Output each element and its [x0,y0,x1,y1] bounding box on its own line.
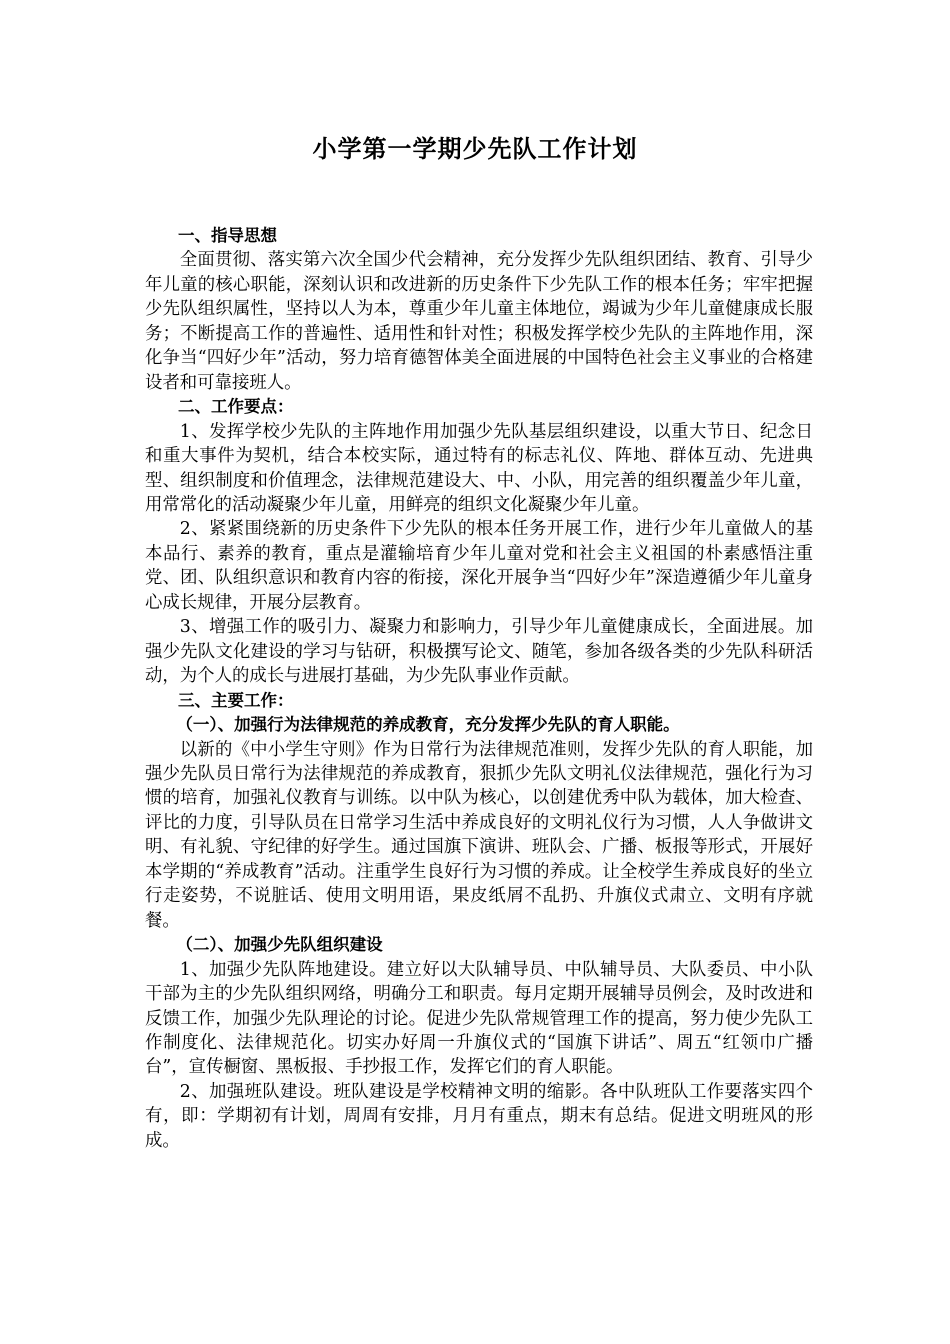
document-title: 小学第一学期少先队工作计划 [312,135,638,163]
paragraph: 2、加强班队建设。班队建设是学校精神文明的缩影。各中队班队工作要落实四个有，即：学期初有计划，周周有安排，月月有重点，期末有总结。促进文明班风的形成。 [145,1081,813,1151]
paragraph: 2、紧紧围绕新的历史条件下少先队的根本任务开展工作，进行少年儿童做人的基本品行、素养的教育，重点是灌输培育少年儿童对党和社会主义祖国的朴素感悟注重党、团、队组织意识和教育内容的衔接，深化开展争当“四好少年”深造遵循少年儿童身心成长规律，开展分层教育。 [145,519,813,613]
section-heading-work-points: 二、工作要点： [178,397,294,417]
subsection-heading-behavior-education: （一）、加强行为法律规范的养成教育，充分发挥少先队的育人职能。 [176,715,680,735]
section-heading-guiding-ideology: 一、指导思想 [178,226,277,245]
subsection-heading-organization-building: （二）、加强少先队组织建设 [176,935,383,955]
document-body [145,224,813,1153]
paragraph: 全面贯彻、落实第六次全国少代会精神，充分发挥少先队组织团结、教育、引导少年儿童的核心职能，深刻认识和改进新的历史条件下少先队工作的根本任务；牢牢把握少先队组织属性，坚持以人为本，尊重少年儿童主体地位，竭诚为少年儿童健康成长服务；不断提高工作的普遍性、适用性和针对性；积极发挥学校少先队的主阵地作用，深化争当“四好少年”活动，努力培育德智体美全面进展的中国特色社会主义事业的合格建设者和可靠接班人。 [145,250,813,393]
paragraph: 1、加强少先队阵地建设。建立好以大队辅导员、中队辅导员、大队委员、中小队干部为主的少先队组织网络，明确分工和职责。每月定期开展辅导员例会，及时改进和反馈工作，加强少先队理论的讨论。促进少先队常规管理工作的提高，努力使少先队工作制度化、法律规范化。切实办好周一升旗仪式的“国旗下讲话”、周五“红领巾广播台”，宣传橱窗、黑板报、手抄报工作，发挥它们的育人职能。 [145,959,813,1078]
paragraph: 3、增强工作的吸引力、凝聚力和影响力，引导少年儿童健康成长，全面进展。加强少先队文化建设的学习与钻研，积极撰写论文、随笔，参加各级各类的少先队科研活动，为个人的成长与进展打基础，为少先队事业作贡献。 [145,617,813,687]
paragraph: 1、发挥学校少先队的主阵地作用加强少先队基层组织建设，以重大节日、纪念日和重大事件为契机，结合本校实际，通过特有的标志礼仪、阵地、群体互动、先进典型、组织制度和价值理念，法律规范建设大、中、小队，用完善的组织覆盖少年儿童，用常常化的活动凝聚少年儿童，用鲜亮的组织文化凝聚少年儿童。 [145,421,813,515]
paragraph: 以新的《中小学生守则》作为日常行为法律规范准则，发挥少先队的育人职能，加强少先队员日常行为法律规范的养成教育，狠抓少先队文明礼仪法律规范，强化行为习惯的培育，加强礼仪教育与训练。以中队为核心，以创建优秀中队为载体，加大检查、评比的力度，引导队员在日常学习生活中养成良好的文明礼仪行为习惯，人人争做讲文明、有礼貌、守纪律的好学生。通过国旗下演讲、班队会、广播、板报等形式，开展好本学期的“养成教育”活动。注重学生良好行为习惯的养成。让全校学生养成良好的坐立行走姿势，不说脏话、使用文明用语，果皮纸屑不乱扔、升旗仪式肃立、文明有序就餐。 [145,739,813,931]
section-heading-main-work: 三、主要工作： [178,690,294,710]
